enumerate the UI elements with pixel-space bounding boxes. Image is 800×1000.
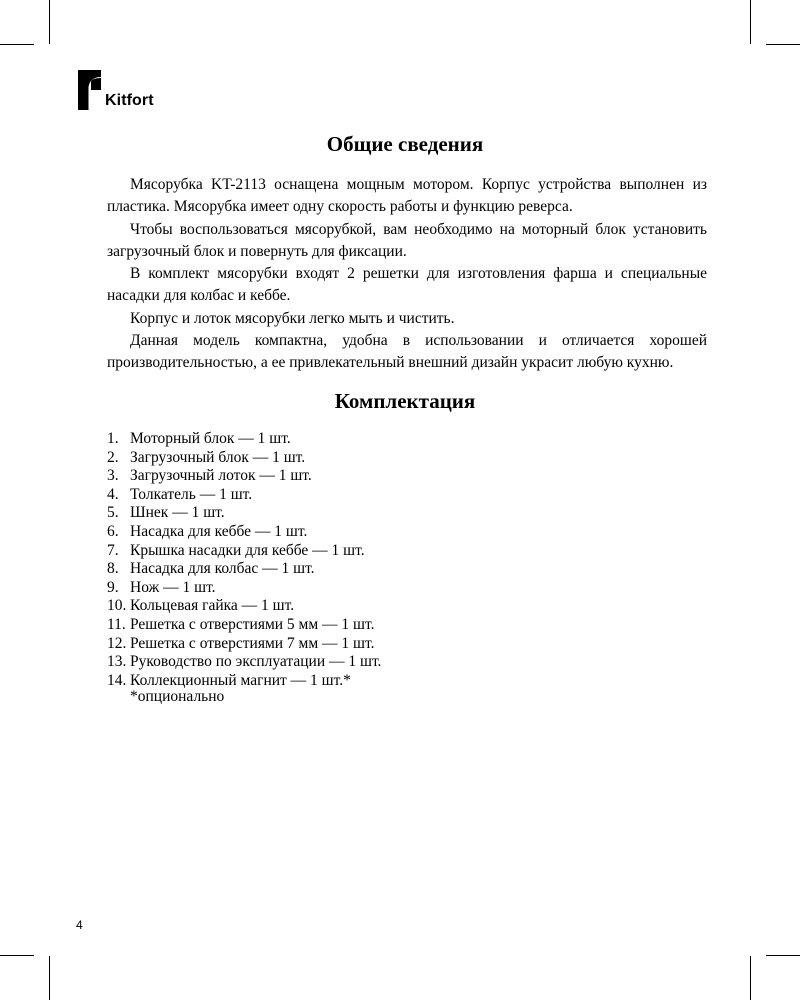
item-text: Шнек — 1 шт. [130, 504, 225, 522]
item-text: Решетка с отверстиями 7 мм — 1 шт. [130, 634, 375, 652]
item-text: Моторный блок — 1 шт. [130, 430, 291, 447]
crop-mark-left-top [0, 44, 34, 45]
list-item [107, 449, 667, 468]
item-text: Насадка для колбас — 1 шт. [130, 560, 315, 578]
crop-mark-top-right [750, 0, 751, 44]
list-item [107, 579, 667, 598]
item-text: Загрузочный блок — 1 шт. [130, 448, 306, 466]
kitfort-logo-icon [78, 70, 104, 110]
kit-list [107, 430, 667, 690]
list-item [107, 486, 667, 505]
crop-mark-top-left [49, 0, 50, 44]
list-item [107, 542, 667, 561]
item-text: Загрузочный лоток — 1 шт. [130, 467, 312, 485]
item-text: Нож — 1 шт. [130, 578, 216, 596]
item-text: Насадка для кеббе — 1 шт. [130, 522, 308, 540]
item-text: Кольцевая гайка — 1 шт. [130, 597, 295, 615]
crop-mark-right-bottom [766, 955, 800, 956]
section-title-kit: Комплектация [334, 389, 476, 413]
crop-mark-bottom-right [750, 956, 751, 1000]
item-number: 2. [107, 448, 119, 466]
item-number: 7. [107, 541, 119, 559]
item-text: Крышка насадки для кеббе — 1 шт. [130, 541, 365, 559]
crop-mark-right-top [766, 44, 800, 45]
item-number: 6. [107, 522, 119, 540]
item-text: Коллекционный магнит — 1 шт.* [130, 671, 351, 689]
item-number: 9. [107, 578, 119, 596]
paragraph: Данная модель компактна, удобна в использовании и отличается хорошей производительностью, а ее привлекательный внешний дизайн украсит любую кухню. [107, 332, 707, 372]
section-title-general: Общие сведения [326, 132, 484, 156]
item-number: 12. [107, 634, 127, 652]
item-number: 10. [107, 597, 127, 615]
crop-mark-bottom-left [49, 956, 50, 1000]
list-item [107, 616, 667, 635]
list-item [107, 430, 667, 449]
paragraph: Чтобы воспользоваться мясорубкой, вам необходимо на моторный блок установить загрузочный блок и повернуть для фиксации. [107, 220, 707, 260]
list-item [107, 560, 667, 579]
item-number: 1. [107, 430, 119, 447]
paragraph: Корпус и лоток мясорубки легко мыть и чистить. [130, 309, 455, 327]
list-item [107, 523, 667, 542]
paragraph: Мясорубка KT-2113 оснащена мощным мотором. Корпус устройства выполнен из пластика. Мясорубка имеет одну скорость работы и функцию реверса. [107, 176, 707, 216]
item-number: 8. [107, 560, 119, 578]
list-item [107, 635, 667, 654]
crop-mark-left-bottom [0, 955, 34, 956]
item-number: 5. [107, 504, 119, 522]
brand-logo [78, 70, 178, 114]
general-description [107, 174, 707, 375]
item-text: Руководство по эксплуатации — 1 шт. [130, 653, 382, 671]
paragraph: В комплект мясорубки входят 2 решетки для изготовления фарша и специальные насадки для колбас и кеббе. [107, 265, 707, 305]
list-item [107, 597, 667, 616]
item-number: 14. [107, 671, 127, 689]
footnote: *опционально [130, 688, 225, 705]
item-number: 4. [107, 485, 119, 503]
item-text: Решетка с отверстиями 5 мм — 1 шт. [130, 615, 375, 633]
item-number: 13. [107, 653, 127, 671]
list-item [107, 504, 667, 523]
item-number: 3. [107, 467, 119, 485]
list-item [107, 467, 667, 486]
item-number: 11. [107, 615, 126, 633]
list-item [107, 653, 667, 672]
item-text: Толкатель — 1 шт. [130, 485, 253, 503]
page-number: 4 [76, 918, 83, 932]
brand-name: Kitfort [105, 92, 154, 109]
